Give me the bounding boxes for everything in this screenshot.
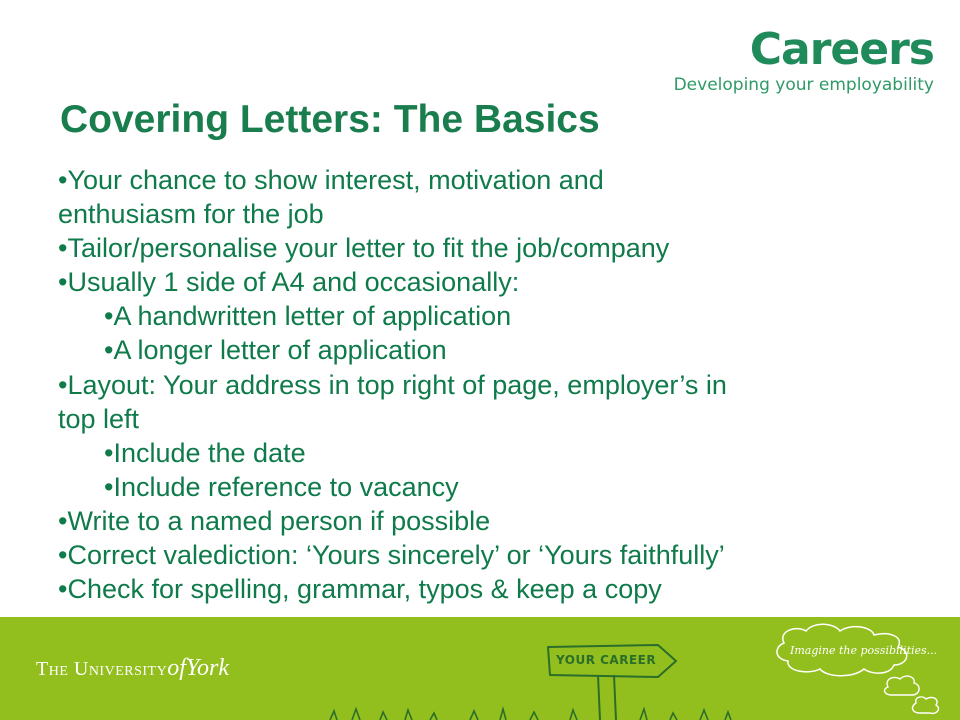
university-of: of [167,655,186,681]
bullet-line: •Check for spelling, grammar, typos & keep a copy [58,574,662,605]
signpost-label: YOUR CAREER [556,653,657,667]
careers-logo [674,26,934,96]
sub-bullet-line: •Include the date [104,437,306,468]
bullet-line: •Layout: Your address in top right of page, employer’s in [58,369,727,400]
signpost-pole-icon [598,675,600,720]
small-cloud-icon [913,697,939,713]
grass-icon [330,709,731,720]
bullet-line: •Write to a named person if possible [58,505,491,536]
bullet-line: •Your chance to show interest, motivation and [58,165,604,195]
careers-logo-title: Careers [749,24,934,75]
bullet-line: •Correct valediction: ‘Yours sincerely’ or ‘Yours faithfully’ [58,540,725,571]
careers-logo-subtitle: Developing your employability [673,75,934,95]
slide-body [58,163,868,606]
sub-bullet-line: •A longer letter of application [104,335,447,366]
bullet-line-continuation: top left [58,403,140,434]
signpost-pole-icon [614,675,616,720]
small-cloud-icon [885,676,920,695]
cloud-label: Imagine the possibilities... [790,644,938,657]
slide-title: Covering Letters: The Basics [60,98,600,141]
bullet-line: •Usually 1 side of A4 and occasionally: [58,267,520,298]
bullet-line-continuation: enthusiasm for the job [58,199,324,230]
university-prefix: The University [36,658,168,680]
footer-band [0,617,960,720]
sub-bullet-line: •A handwritten letter of application [104,301,512,332]
bullet-line: •Tailor/personalise your letter to fit the job/company [58,233,670,264]
university-name: York [185,655,230,681]
hand-drawn-illustration [0,617,960,720]
sub-bullet-line: •Include reference to vacancy [104,471,459,502]
